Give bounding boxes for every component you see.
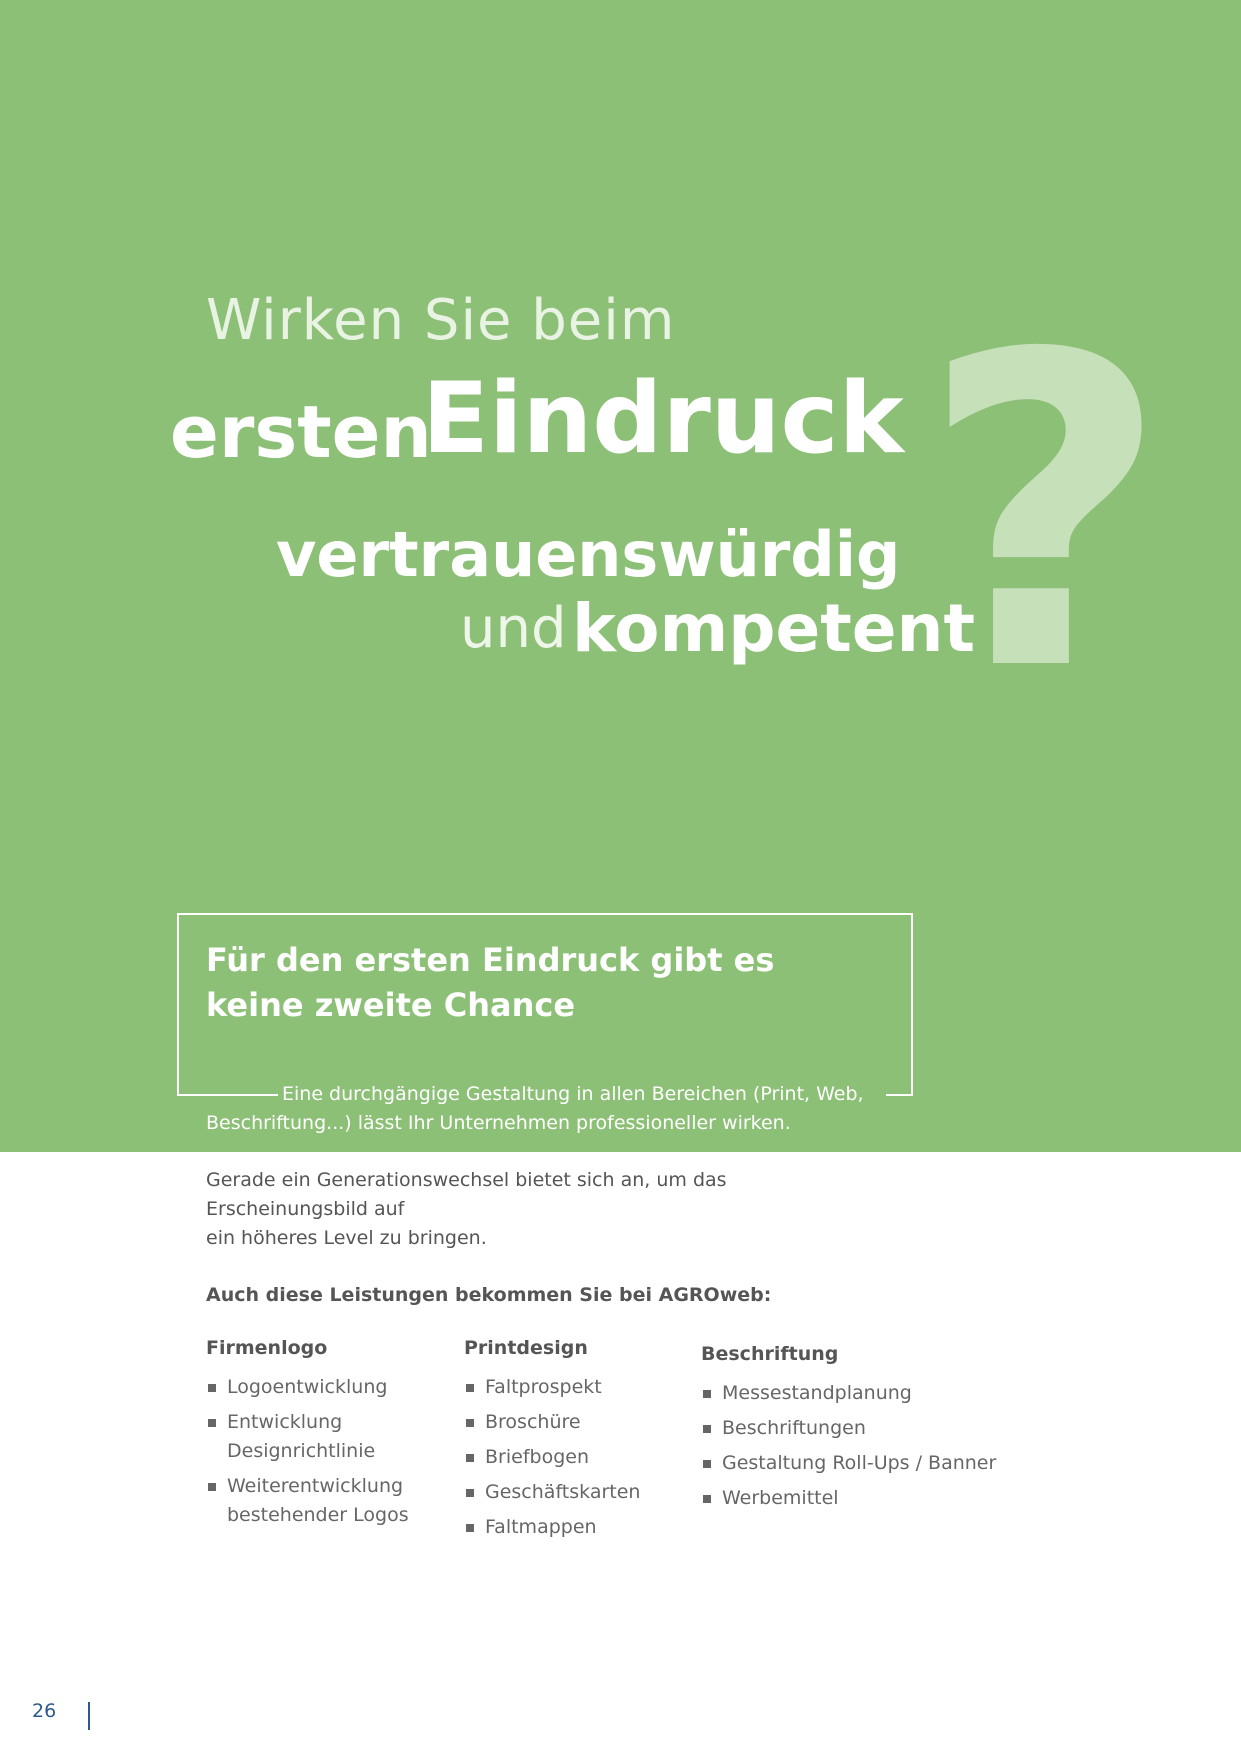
service-list-item	[701, 1449, 1001, 1478]
service-item-text: bestehender Logos	[227, 1504, 409, 1526]
question-mark-graphic: ?	[920, 265, 1170, 765]
intro-line: Gerade ein Generationswechsel bietet sich an, um das Erscheinungsbild auf	[206, 1169, 727, 1220]
hero-line-2-big: Eindruck	[422, 362, 904, 476]
service-column-title: Beschriftung	[701, 1343, 839, 1365]
service-list-item	[206, 1408, 426, 1466]
intro-paragraph	[206, 1166, 886, 1253]
hero-line-4-small: und	[460, 596, 567, 661]
service-item-text: Faltmappen	[485, 1516, 597, 1538]
quote-box-title	[206, 938, 846, 1028]
service-list-item	[464, 1408, 684, 1437]
quote-box-title-line: keine zweite Chance	[206, 986, 576, 1024]
intro-line: ein höheres Level zu bringen.	[206, 1227, 487, 1249]
service-item-text: Werbemittel	[722, 1487, 839, 1509]
service-list	[701, 1379, 1001, 1513]
service-column-firmenlogo	[206, 1337, 426, 1536]
service-item-text: Designrichtlinie	[227, 1440, 376, 1462]
services-heading: Auch diese Leistungen bekommen Sie bei AGROweb:	[206, 1284, 772, 1306]
service-list-item	[701, 1484, 1001, 1513]
page-number: 26	[32, 1700, 57, 1722]
service-list	[206, 1373, 426, 1530]
quote-box-text-line-1: Eine durchgängige Gestaltung in allen Bereichen (Print, Web,	[282, 1083, 864, 1105]
quote-box-title-line: Für den ersten Eindruck gibt es	[206, 941, 775, 979]
service-column-printdesign	[464, 1337, 684, 1548]
service-item-text: Entwicklung	[227, 1411, 343, 1433]
service-list-item	[464, 1373, 684, 1402]
hero-line-1: Wirken Sie beim	[206, 288, 676, 353]
service-column-title: Firmenlogo	[206, 1337, 328, 1359]
service-list-item	[464, 1443, 684, 1472]
service-item-text: Beschriftungen	[722, 1417, 866, 1439]
service-item-text: Faltprospekt	[485, 1376, 602, 1398]
service-list-item	[206, 1373, 426, 1402]
service-item-text: Gestaltung Roll-Ups / Banner	[722, 1452, 997, 1474]
service-list-item	[206, 1472, 426, 1530]
service-item-text: Messestandplanung	[722, 1382, 912, 1404]
service-column-title: Printdesign	[464, 1337, 588, 1359]
quote-box-text-line-2: Beschriftung...) lässt Ihr Unternehmen professioneller wirken.	[206, 1112, 791, 1134]
quote-box-bottom-left-edge	[177, 1094, 278, 1096]
quote-box-bottom-right-edge	[886, 1094, 913, 1096]
service-item-text: Broschüre	[485, 1411, 581, 1433]
service-list-item	[701, 1414, 1001, 1443]
hero-line-2-small: ersten	[170, 390, 432, 474]
service-list	[464, 1373, 684, 1542]
service-list-item	[464, 1478, 684, 1507]
page-number-divider	[88, 1702, 90, 1730]
service-item-text: Geschäftskarten	[485, 1481, 641, 1503]
service-column-beschriftung	[701, 1343, 1001, 1519]
service-item-text: Weiterentwicklung	[227, 1475, 404, 1497]
service-list-item	[701, 1379, 1001, 1408]
hero-line-3: vertrauenswürdig	[276, 518, 901, 591]
service-item-text: Logoentwicklung	[227, 1376, 388, 1398]
hero-line-4-big: kompetent	[572, 590, 976, 667]
service-item-text: Briefbogen	[485, 1446, 589, 1468]
service-list-item	[464, 1513, 684, 1542]
